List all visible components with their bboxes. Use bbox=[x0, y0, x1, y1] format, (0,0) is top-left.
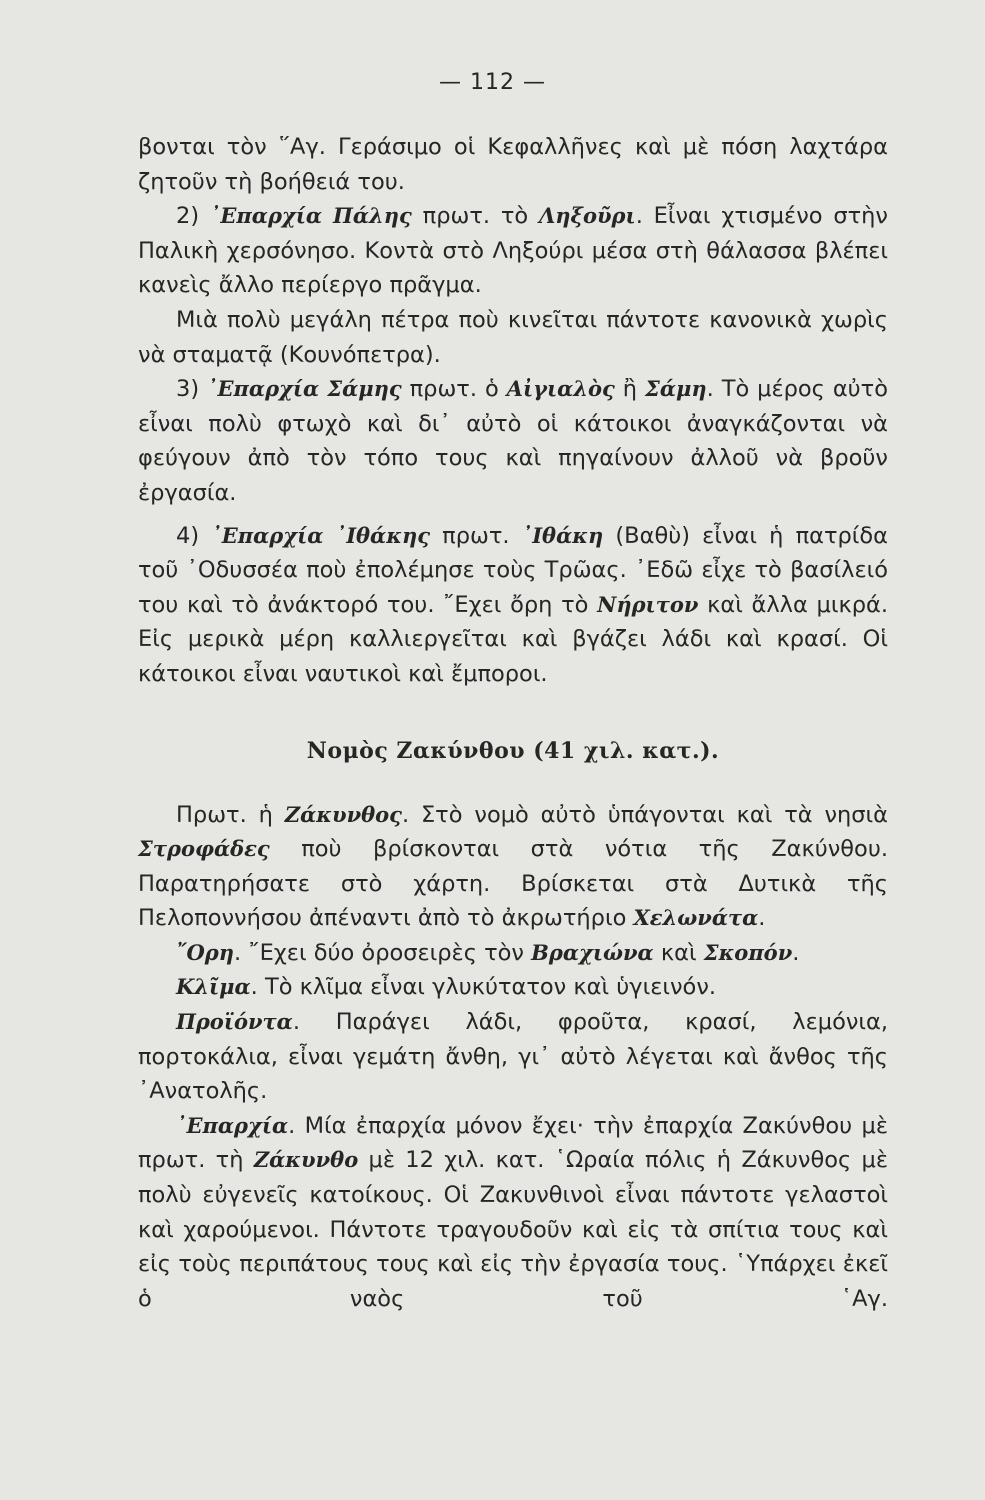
capital-name: Ζάκυνθο bbox=[253, 1147, 359, 1173]
capital-name: Σάμη bbox=[644, 376, 707, 402]
subheading: Κλῖμα bbox=[176, 974, 251, 1000]
province-name: ᾿Επαρχία ᾿Ιθάκης bbox=[211, 522, 431, 548]
paragraph: βονται τὸν ῞Αγ. Γεράσιμο οἱ Κεφαλλῆνες καὶ μὲ πόση λαχτάρα ζητοῦν τὴ βοήθειά του. bbox=[138, 134, 888, 195]
islands-name: Στροφάδες bbox=[138, 836, 270, 862]
province-name: ᾿Επαρχία Πάλης bbox=[209, 203, 412, 229]
capital-name: Ζάκυνθος bbox=[284, 801, 402, 827]
page-number: — 112 — bbox=[439, 70, 546, 95]
paragraph-products: Προϊόντα. Παράγει λάδι, φροῦτα, κρασί, λεμόνια, πορτοκάλια, εἶναι γεμάτη ἄνθη, γι᾿ αὐτὸ λέγεται καὶ ἄνθος τῆς ᾿Ανατολῆς. bbox=[138, 1009, 888, 1105]
cape-name: Χελωνάτα bbox=[633, 905, 759, 931]
page-body bbox=[138, 130, 888, 1316]
paragraph-zakynthos-capital: Πρωτ. ἡ Ζάκυνθος. Στὸ νομὸ αὐτὸ ὑπάγονται καὶ τὰ νησιὰ Στροφάδες ποὺ βρίσκονται στὰ νότια τῆς Ζακύνθου. Παρατηρήσατε στὸ χάρτη. Βρίσκεται στὰ Δυτικὰ τῆς Πελοποννήσου ἀπέναντι ἀπὸ τὸ ἀκρωτήριο Χελωνάτα. bbox=[138, 801, 888, 932]
paragraph-province-sami: 3) ᾿Επαρχία Σάμης πρωτ. ὁ Αἰγιαλὸς ἢ Σάμη. Τὸ μέρος αὐτὸ εἶναι πολὺ φτωχὸ καὶ δι᾿ αὐτὸ οἱ κάτοικοι ἀναγκάζονται νὰ φεύγουν ἀπὸ τὸν τόπο τους καὶ πηγαίνουν ἀλλοῦ νὰ βροῦν ἐργασία. bbox=[138, 376, 888, 506]
mountain-name: Νήριτον bbox=[597, 591, 699, 617]
paragraph-province-pali: 2) ᾿Επαρχία Πάλης πρωτ. τὸ Ληξοῦρι. Εἶναι χτισμένο στὴν Παλικὴ χερσόνησο. Κοντὰ στὸ Ληξούρι μέσα στὴ θάλασσα βλέπει κανεὶς ἄλλο περίεργο πρᾶγμα. bbox=[138, 203, 889, 299]
mountain-name: Βραχιώνα bbox=[531, 939, 654, 965]
province-name: ᾿Επαρχία Σάμης bbox=[207, 376, 402, 402]
paragraph-province: ᾿Επαρχία. Μία ἐπαρχία μόνον ἔχει· τὴν ἐπαρχία Ζακύνθου μὲ πρωτ. τὴ Ζάκυνθο μὲ 12 χιλ. κατ. ῾Ωραία πόλις ἡ Ζάκυνθος μὲ πολὺ εὐγενεῖς κατοίκους. Οἱ Ζακυνθινοὶ εἶναι πάντοτε γελαστοὶ καὶ χαρούμενοι. Πάντοτε τραγουδοῦν καὶ εἰς τὰ σπίτια τους καὶ εἰς τοὺς περιπάτους τους καὶ εἰς τὴν ἐργασία τους. ῾Υπάρχει ἐκεῖ ὁ ναὸς τοῦ ῾Αγ. bbox=[138, 1112, 888, 1312]
subheading: Προϊόντα bbox=[176, 1009, 293, 1035]
capital-name: ᾿Ιθάκη bbox=[521, 522, 604, 548]
subheading: ῎Ορη bbox=[176, 939, 235, 965]
paragraph-province-ithaca: 4) ᾿Επαρχία ᾿Ιθάκης πρωτ. ᾿Ιθάκη (Βαθὺ) εἶναι ἡ πατρίδα τοῦ ᾿Οδυσσέα ποὺ ἐπολέμησε τοὺς Τρῶας. ᾿Εδῶ εἶχε τὸ βασίλειό του καὶ τὸ ἀνάκτορό του. ῎Εχει ὄρη τὸ Νήριτον καὶ ἄλλα μικρά. Εἰς μερικὰ μέρη καλλιεργεῖται καὶ βγάζει λάδι καὶ κρασί. Οἱ κάτοικοι εἶναι ναυτικοὶ καὶ ἔμποροι. bbox=[138, 522, 888, 687]
capital-name: Ληξοῦρι bbox=[538, 203, 636, 229]
section-heading: Νομὸς Ζακύνθου (41 χιλ. κατ.). bbox=[306, 737, 720, 764]
subheading: ᾿Επαρχία bbox=[176, 1112, 289, 1138]
paragraph: Μιὰ πολὺ μεγάλη πέτρα ποὺ κινεῖται πάντοτε κανονικὰ χωρὶς νὰ σταματᾷ (Κουνόπετρα). bbox=[138, 306, 888, 368]
capital-name: Αἰγιαλὸς bbox=[506, 376, 615, 402]
mountain-name: Σκοπόν bbox=[703, 939, 793, 965]
paragraph-climate: Κλῖμα. Τὸ κλῖμα εἶναι γλυκύτατον καὶ ὑγιεινόν. bbox=[176, 974, 717, 1001]
paragraph-mountains: ῎Ορη. ῎Εχει δύο ὀροσειρὲς τὸν Βραχιώνα καὶ Σκοπόν. bbox=[176, 939, 800, 966]
